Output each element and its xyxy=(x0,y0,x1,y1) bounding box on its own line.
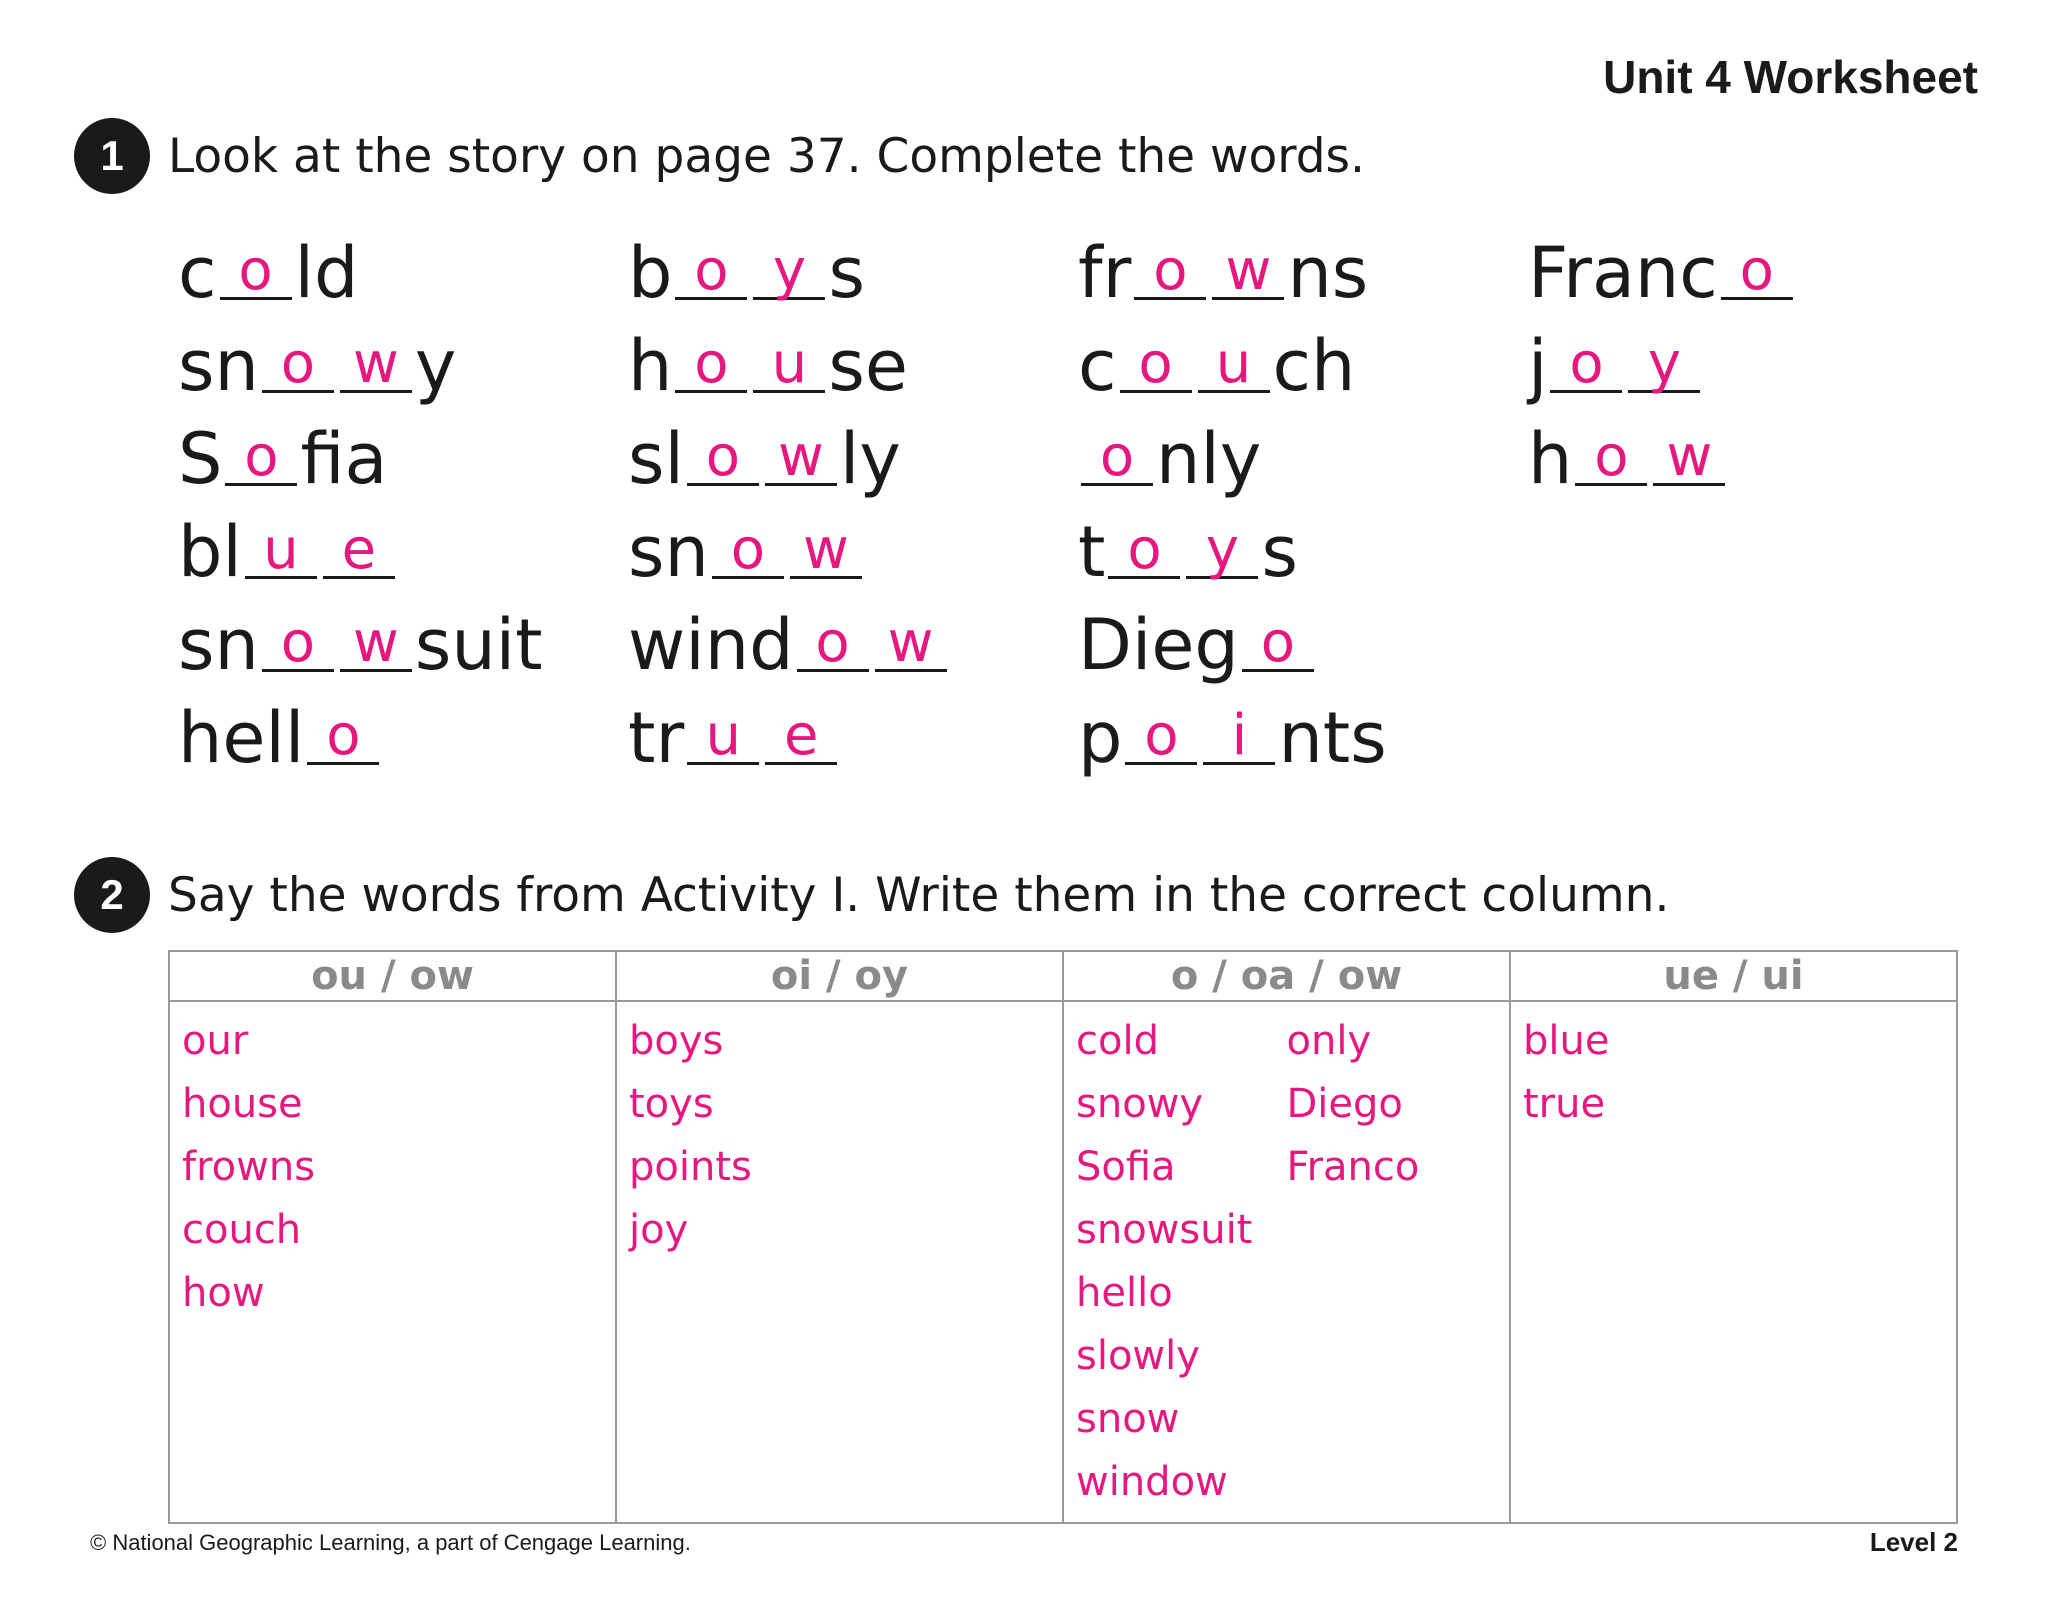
word-fragment: sl xyxy=(628,418,684,500)
answer-blank: o xyxy=(220,244,292,300)
answer-blank: o xyxy=(1550,337,1622,393)
answer-word: toys xyxy=(629,1081,714,1127)
table-answer-row xyxy=(169,1001,1957,1523)
answer-blank: o xyxy=(675,244,747,300)
answer-blank: o xyxy=(675,337,747,393)
activity-2-instruction: Say the words from Activity I. Write them in the correct column. xyxy=(168,867,1670,923)
word-row xyxy=(178,680,628,779)
answer-blank: o xyxy=(1575,430,1647,486)
answer-word: points xyxy=(629,1144,752,1190)
answer-blank: o xyxy=(1134,244,1206,300)
cell-ou-ow xyxy=(169,1001,616,1523)
answer-blank: u xyxy=(687,709,759,765)
word-fragment: b xyxy=(628,232,673,314)
sorting-table xyxy=(168,950,1958,1524)
answer-word: blue xyxy=(1523,1018,1610,1064)
activity-number-badge: 2 xyxy=(74,857,150,933)
answer-blank: i xyxy=(1203,709,1275,765)
table-header-row xyxy=(169,951,1957,1001)
word-row xyxy=(1078,308,1528,407)
word-row xyxy=(628,680,1078,779)
answer-word: house xyxy=(182,1081,303,1127)
word-fragment: fr xyxy=(1078,232,1132,314)
answer-word: Franco xyxy=(1286,1144,1420,1190)
word-fragment: t xyxy=(1078,511,1106,593)
word-row xyxy=(178,215,628,314)
answer-word: slowly xyxy=(1076,1333,1200,1379)
answer-word: only xyxy=(1286,1018,1372,1064)
word-fragment: se xyxy=(828,325,908,407)
header-oi-oy: oi / oy xyxy=(616,951,1063,1001)
answer-blank: o xyxy=(262,616,334,672)
answer-blank: w xyxy=(765,430,837,486)
header-o-oa-ow: o / oa / ow xyxy=(1063,951,1510,1001)
word-fragment: c xyxy=(178,232,217,314)
answer-blank: w xyxy=(340,616,412,672)
answer-word: snowy xyxy=(1076,1081,1204,1127)
word-fragment: Franc xyxy=(1528,232,1718,314)
answer-blank: o xyxy=(1120,337,1192,393)
list-o-oa-ow-left xyxy=(1076,1010,1287,1514)
answer-word: how xyxy=(182,1270,265,1316)
word-row xyxy=(1078,401,1528,500)
answer-blank: e xyxy=(323,523,395,579)
word-fragment: h xyxy=(1528,418,1573,500)
word-fragment: S xyxy=(178,418,223,500)
word-fragment: Dieg xyxy=(1078,604,1239,686)
answer-word: our xyxy=(182,1018,249,1064)
answer-blank: w xyxy=(875,616,947,672)
word-column-3 xyxy=(1078,215,1528,779)
answer-word: Diego xyxy=(1286,1081,1403,1127)
word-fragment: suit xyxy=(414,604,543,686)
answer-blank: y xyxy=(753,244,825,300)
answer-blank: y xyxy=(1628,337,1700,393)
list-ue-ui xyxy=(1523,1010,1944,1136)
word-row xyxy=(178,494,628,593)
word-row xyxy=(1528,215,1978,314)
activity-2-heading xyxy=(74,857,1669,933)
answer-blank: w xyxy=(340,337,412,393)
word-row xyxy=(1528,308,1978,407)
answer-blank: o xyxy=(1242,616,1314,672)
activity-number-badge: 1 xyxy=(74,118,150,194)
word-fragment: s xyxy=(828,232,865,314)
answer-word: Sofia xyxy=(1076,1144,1176,1190)
word-fragment: hell xyxy=(178,697,305,779)
word-fragment: c xyxy=(1078,325,1117,407)
answer-blank: e xyxy=(765,709,837,765)
answer-blank: w xyxy=(1212,244,1284,300)
word-row xyxy=(628,587,1078,686)
answer-word: cold xyxy=(1076,1018,1159,1064)
cell-oi-oy xyxy=(616,1001,1063,1523)
answer-blank: o xyxy=(1081,430,1153,486)
word-fragment: sn xyxy=(628,511,709,593)
answer-word: boys xyxy=(629,1018,724,1064)
copyright-notice: © National Geographic Learning, a part of Cengage Learning. xyxy=(90,1530,691,1555)
word-row xyxy=(1078,494,1528,593)
answer-blank: u xyxy=(1198,337,1270,393)
answer-blank: o xyxy=(1108,523,1180,579)
level-indicator: Level 2 xyxy=(1869,1527,1958,1557)
word-fragment: ns xyxy=(1287,232,1369,314)
list-oi-oy xyxy=(629,1010,1050,1262)
word-fragment: nts xyxy=(1278,697,1387,779)
word-fragment: nly xyxy=(1156,418,1262,500)
answer-word: couch xyxy=(182,1207,302,1253)
answer-word: window xyxy=(1076,1459,1228,1505)
answer-blank: o xyxy=(687,430,759,486)
answer-blank: o xyxy=(307,709,379,765)
answer-blank: u xyxy=(753,337,825,393)
word-row xyxy=(628,401,1078,500)
answer-blank: o xyxy=(262,337,334,393)
activity-1-heading xyxy=(74,118,1365,194)
word-row xyxy=(178,587,628,686)
word-column-4 xyxy=(1528,215,1978,773)
word-row xyxy=(178,401,628,500)
answer-blank: o xyxy=(712,523,784,579)
word-fragment: sn xyxy=(178,325,259,407)
word-fragment: fia xyxy=(300,418,388,500)
word-fragment: wind xyxy=(628,604,794,686)
word-fragment: p xyxy=(1078,697,1123,779)
answer-blank: w xyxy=(790,523,862,579)
answer-word: joy xyxy=(629,1207,689,1253)
word-row xyxy=(628,494,1078,593)
word-fragment: ld xyxy=(294,232,359,314)
activity-1-instruction: Look at the story on page 37. Complete the words. xyxy=(168,128,1365,184)
word-row xyxy=(1078,587,1528,686)
list-o-oa-ow-right xyxy=(1287,1010,1498,1514)
word-column-1 xyxy=(178,215,628,779)
answer-word: true xyxy=(1523,1081,1606,1127)
unit-title: Unit 4 Worksheet xyxy=(1603,51,1978,103)
word-fragment: j xyxy=(1528,325,1548,407)
cell-o-oa-ow xyxy=(1063,1001,1510,1523)
header-ue-ui: ue / ui xyxy=(1510,951,1957,1001)
answer-blank: o xyxy=(797,616,869,672)
cell-ue-ui xyxy=(1510,1001,1957,1523)
header-ou-ow: ou / ow xyxy=(169,951,616,1001)
word-fragment: y xyxy=(414,325,457,407)
answer-word: snowsuit xyxy=(1076,1207,1253,1253)
word-row xyxy=(628,215,1078,314)
answer-blank: o xyxy=(1125,709,1197,765)
word-fragment: ly xyxy=(839,418,901,500)
answer-blank: u xyxy=(245,523,317,579)
answer-word: hello xyxy=(1076,1270,1173,1316)
word-row xyxy=(178,308,628,407)
split-o-oa-ow xyxy=(1076,1010,1497,1514)
answer-blank: o xyxy=(225,430,297,486)
word-fragment: bl xyxy=(178,511,242,593)
word-column-2 xyxy=(628,215,1078,779)
word-completion-grid xyxy=(178,215,1978,779)
word-row xyxy=(1078,680,1528,779)
answer-word: snow xyxy=(1076,1396,1180,1442)
word-fragment: sn xyxy=(178,604,259,686)
word-fragment: s xyxy=(1261,511,1298,593)
word-fragment: tr xyxy=(628,697,685,779)
answer-word: frowns xyxy=(182,1144,316,1190)
word-fragment: h xyxy=(628,325,673,407)
word-row xyxy=(1078,215,1528,314)
list-ou-ow xyxy=(182,1010,603,1325)
word-fragment: ch xyxy=(1272,325,1356,407)
answer-blank: w xyxy=(1653,430,1725,486)
word-row xyxy=(1528,401,1978,500)
word-row xyxy=(628,308,1078,407)
answer-blank: o xyxy=(1721,244,1793,300)
answer-blank: y xyxy=(1186,523,1258,579)
